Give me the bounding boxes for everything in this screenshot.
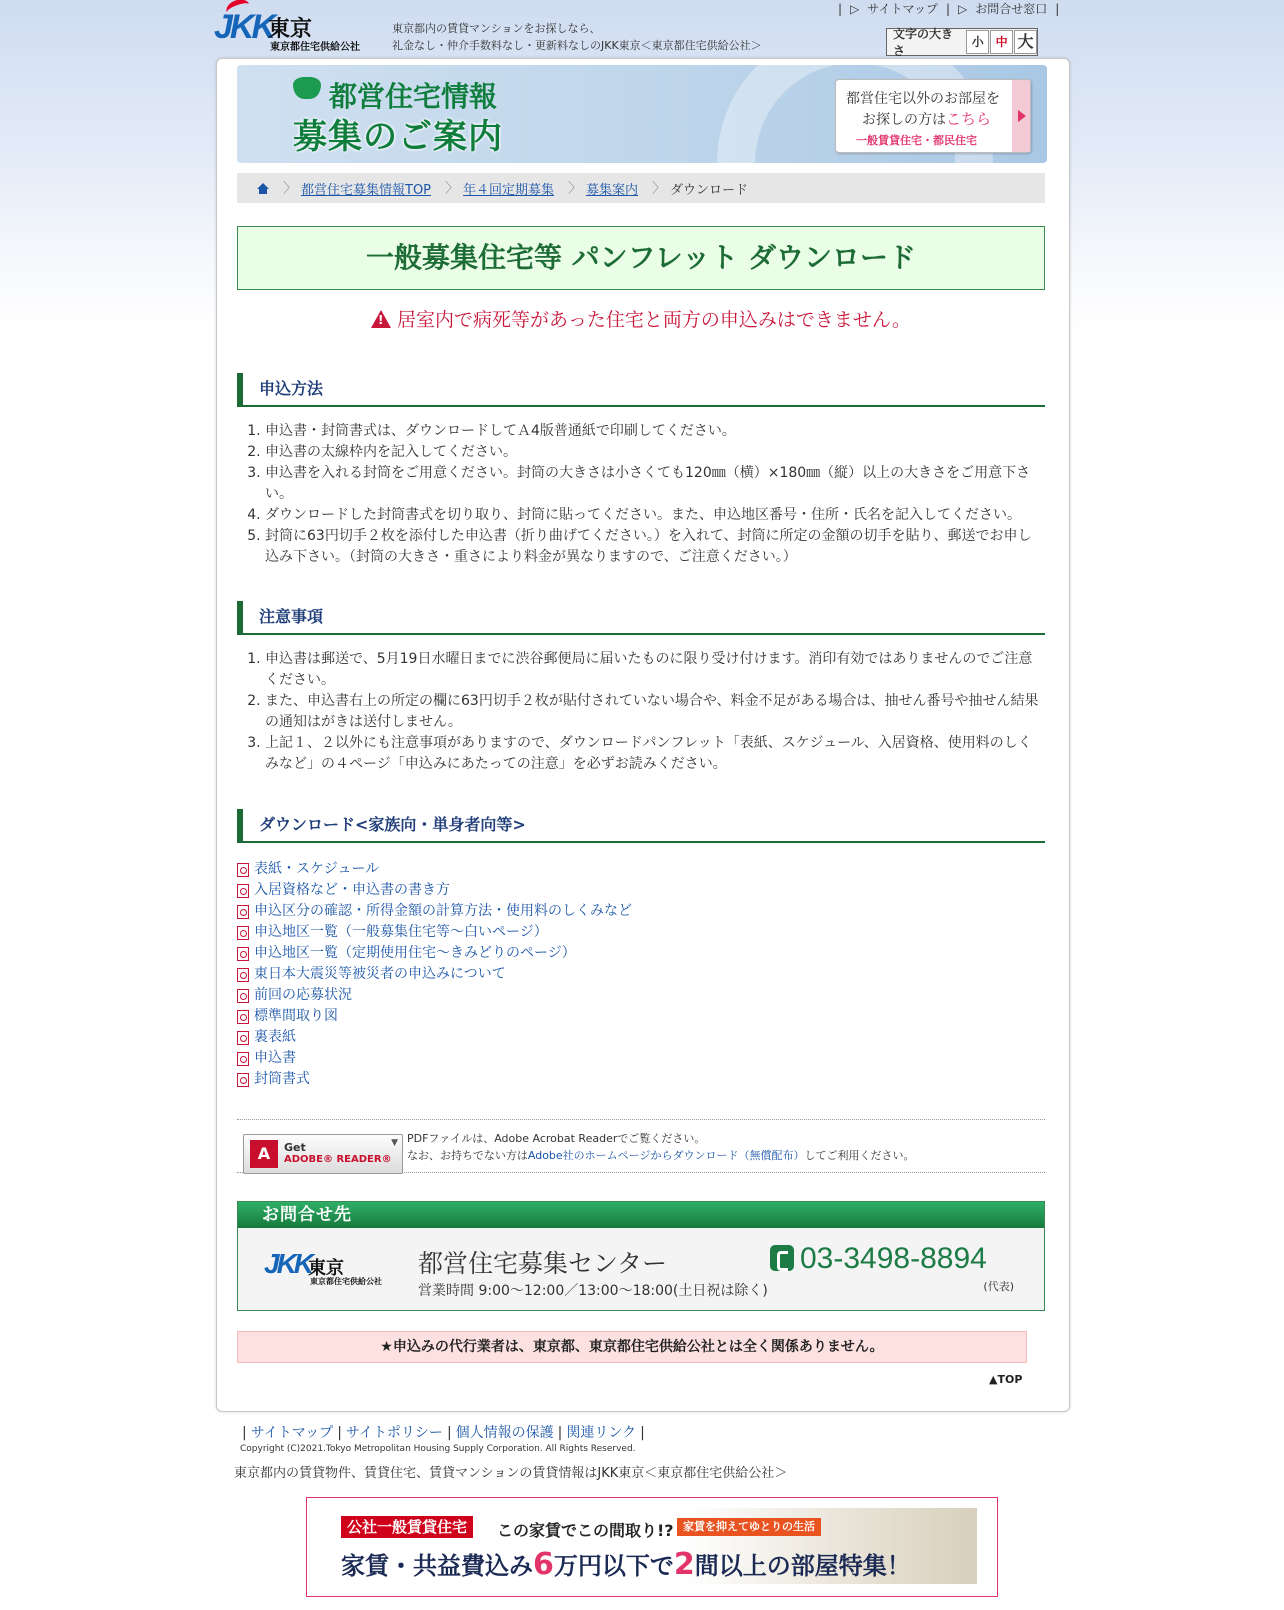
contact-box bbox=[237, 1201, 1045, 1311]
adobe-text: PDFファイルは、Adobe Acrobat Readerでご覧ください。 なお、お持ちでない方はAdobe社のホームページからダウンロード（無償配布）してご利用ください。 bbox=[407, 1132, 915, 1162]
download-link-envelope-form[interactable]: 封筒書式 bbox=[254, 1071, 310, 1087]
list-item: 1. 申込書は郵送で、5月19日水曜日までに渋谷郵便局に届いたものに限り受け付けます。消印有効ではありませんのでご注意ください。 bbox=[265, 649, 1045, 691]
breadcrumb-separator: 〉 bbox=[652, 181, 667, 197]
breadcrumb-separator: 〉 bbox=[568, 181, 583, 197]
breadcrumb-separator: 〉 bbox=[445, 181, 460, 197]
contact-phone: 03-3498-8894 bbox=[770, 1242, 987, 1276]
banner-title-1: 都営住宅情報 bbox=[329, 80, 498, 113]
pdf-icon bbox=[237, 947, 249, 961]
home-icon[interactable] bbox=[257, 183, 269, 194]
download-item bbox=[237, 964, 1045, 985]
logo-name: 東京 bbox=[268, 17, 313, 42]
download-item bbox=[237, 943, 1045, 964]
section-heading: ダウンロード<家族向・単身者向等> bbox=[237, 809, 1045, 843]
footer-nav: | サイトマップ | サイトポリシー | 個人情報の保護 | 関連リンク | bbox=[242, 1425, 645, 1441]
download-item bbox=[237, 1048, 1045, 1069]
download-item bbox=[237, 880, 1045, 901]
pdf-icon bbox=[237, 968, 249, 982]
pdf-icon bbox=[237, 1010, 249, 1024]
promo-question: この家賃でこの間取り!? bbox=[497, 1521, 674, 1540]
section-heading: 注意事項 bbox=[237, 601, 1045, 635]
breadcrumb-separator: 〉 bbox=[283, 181, 297, 197]
download-item bbox=[237, 985, 1045, 1006]
pdf-icon bbox=[237, 884, 249, 898]
footer-description: 東京都内の賃貸物件、賃貸住宅、賃貸マンションの賃貸情報はJKK東京＜東京都住宅供給公社＞ bbox=[234, 1466, 788, 1481]
section-application-method bbox=[237, 373, 1045, 568]
list-item: 4. ダウンロードした封筒書式を切り取り、封筒に貼ってください。また、申込地区番号・住所・氏名を記入してください。 bbox=[265, 505, 1045, 526]
application-steps-list bbox=[237, 421, 1045, 568]
notes-list bbox=[237, 649, 1045, 775]
font-size-label: 文字の大きさ bbox=[893, 27, 954, 58]
phone-icon bbox=[770, 1245, 794, 1271]
promo-tag: 公社一般賃貸住宅 bbox=[341, 1516, 473, 1538]
utility-nav: | ▷ サイトマップ | ▷ お問合せ窓口 | bbox=[838, 2, 1060, 16]
download-link-cover-schedule[interactable]: 表紙・スケジュール bbox=[254, 861, 380, 877]
agency-notice: ★申込みの代行業者は、東京都、東京都住宅供給公社とは全く関係ありません。 bbox=[237, 1331, 1027, 1363]
breadcrumb-item-guide[interactable]: 募集案内 bbox=[586, 182, 639, 198]
download-link-floor-plans[interactable]: 標準間取り図 bbox=[254, 1008, 338, 1024]
download-item bbox=[237, 859, 1045, 880]
promo-inner bbox=[327, 1508, 977, 1584]
other-housing-line-2: お探しの方はこちら bbox=[862, 110, 992, 128]
header-tagline bbox=[392, 20, 762, 54]
list-item: 1. 申込書・封筒書式は、ダウンロードしてＡ4版普通紙で印刷してください。 bbox=[265, 421, 1045, 442]
pdf-icon bbox=[237, 989, 249, 1003]
util-contact-link[interactable]: お問合せ窓口 bbox=[975, 2, 1048, 16]
ginkgo-leaf-icon bbox=[293, 77, 321, 99]
pdf-icon bbox=[237, 1073, 249, 1087]
promo-banner[interactable] bbox=[306, 1497, 998, 1597]
breadcrumb-item-quarterly[interactable]: 年４回定期募集 bbox=[463, 182, 555, 198]
warning-message bbox=[237, 305, 1045, 332]
back-to-top-link[interactable]: ▲TOP bbox=[989, 1373, 1023, 1386]
download-item bbox=[237, 1006, 1045, 1027]
download-link-income-calc[interactable]: 申込区分の確認・所得金額の計算方法・使用料のしくみなど bbox=[254, 903, 632, 919]
download-item bbox=[237, 1027, 1045, 1048]
download-arrow-icon: ▼ bbox=[391, 1138, 398, 1148]
logo-jk-text: JKK bbox=[214, 8, 274, 46]
triangle-right-icon: ▷ bbox=[958, 2, 968, 16]
font-size-switcher bbox=[886, 28, 1038, 56]
main-content bbox=[216, 58, 1070, 1412]
pdf-icon bbox=[237, 1031, 249, 1045]
download-item bbox=[237, 1069, 1045, 1090]
logo-subtitle: 東京都住宅供給公社 bbox=[270, 42, 360, 53]
contact-phone-note: (代表) bbox=[983, 1280, 1014, 1293]
triangle-right-icon: ▷ bbox=[850, 2, 860, 16]
promo-tag-2: 家賃を抑えてゆとりの生活 bbox=[677, 1518, 821, 1536]
footer-sitemap-link[interactable]: サイトマップ bbox=[250, 1425, 334, 1441]
download-link-area-list-general[interactable]: 申込地区一覧（一般募集住宅等～白いページ） bbox=[254, 924, 548, 940]
pdf-icon bbox=[237, 863, 249, 877]
download-list bbox=[237, 859, 1045, 1090]
contact-logo: JKK 東京 東京都住宅供給公社 bbox=[264, 1248, 382, 1286]
jkk-logo[interactable] bbox=[214, 2, 374, 53]
other-housing-line-3: 一般賃貸住宅・都民住宅 bbox=[856, 134, 977, 147]
download-link-eligibility[interactable]: 入居資格など・申込書の書き方 bbox=[254, 882, 450, 898]
font-size-large-button[interactable]: 大 bbox=[1014, 30, 1037, 54]
font-size-small-button[interactable]: 小 bbox=[966, 30, 989, 54]
pdf-icon bbox=[237, 905, 249, 919]
contact-heading: お問合せ先 bbox=[238, 1202, 1044, 1228]
other-housing-button[interactable] bbox=[835, 79, 1031, 153]
list-item: 2. また、申込書右上の所定の欄に63円切手２枚が貼付されていない場合や、料金不足がある場合は、抽せん番号や抽せん結果の通知はがきは送付しません。 bbox=[265, 691, 1045, 733]
download-link-application-form[interactable]: 申込書 bbox=[254, 1050, 296, 1066]
breadcrumb-current: ダウンロード bbox=[670, 182, 749, 198]
font-size-medium-button[interactable]: 中 bbox=[990, 30, 1013, 54]
warning-text: 居室内で病死等があった住宅と両方の申込みはできません。 bbox=[397, 309, 911, 331]
download-item bbox=[237, 901, 1045, 922]
section-heading: 申込方法 bbox=[237, 373, 1045, 407]
contact-center-name: 都営住宅募集センター bbox=[418, 1249, 668, 1278]
breadcrumb bbox=[237, 173, 1045, 203]
get-adobe-reader-button[interactable]: A Get ADOBE® READER® ▼ bbox=[243, 1134, 403, 1174]
download-link-disaster-victims[interactable]: 東日本大震災等被災者の申込みについて bbox=[254, 966, 506, 982]
download-link-previous-results[interactable]: 前回の応募状況 bbox=[254, 987, 352, 1003]
footer-privacy-link[interactable]: 個人情報の保護 bbox=[455, 1425, 554, 1441]
other-housing-line-1: 都営住宅以外のお部屋を bbox=[846, 91, 1000, 107]
adobe-reader-notice bbox=[237, 1119, 1045, 1173]
download-link-back-cover[interactable]: 裏表紙 bbox=[254, 1029, 296, 1045]
tagline-line-2: 礼金なし・仲介手数料なし・更新料なしのJKK東京＜東京都住宅供給公社＞ bbox=[392, 39, 762, 52]
pdf-icon bbox=[237, 1052, 249, 1066]
list-item: 2. 申込書の太線枠内を記入してください。 bbox=[265, 442, 1045, 463]
banner-title-2: 募集のご案内 bbox=[293, 117, 503, 157]
section-downloads bbox=[237, 809, 1045, 1090]
footer-policy-link[interactable]: サイトポリシー bbox=[345, 1425, 443, 1441]
tagline-line-1: 東京都内の賃貸マンションをお探しなら、 bbox=[392, 22, 601, 35]
download-item bbox=[237, 922, 1045, 943]
download-link-area-list-fixed[interactable]: 申込地区一覧（定期使用住宅～きみどりのページ） bbox=[254, 945, 576, 961]
site-header bbox=[0, 0, 1284, 60]
list-item: 3. 上記１、２以外にも注意事項がありますので、ダウンロードパンフレット「表紙、スケジュール、入居資格、使用料のしくみなど」の４ページ「申込みにあたっての注意」を必ずお読みください。 bbox=[265, 733, 1045, 775]
promo-headline: 家賃・共益費込み6万円以下で2間以上の部屋特集！ bbox=[341, 1547, 911, 1582]
arrow-right-icon bbox=[1012, 80, 1030, 152]
page-title: 一般募集住宅等 パンフレット ダウンロード bbox=[237, 226, 1045, 290]
pdf-icon bbox=[237, 926, 249, 940]
adobe-icon: A bbox=[250, 1140, 278, 1168]
copyright: Copyright (C)2021.Tokyo Metropolitan Housing Supply Corporation. All Rights Reserved. bbox=[240, 1444, 636, 1454]
page-banner bbox=[237, 65, 1047, 163]
util-sitemap-link[interactable]: サイトマップ bbox=[867, 2, 938, 16]
list-item: 5. 封筒に63円切手２枚を添付した申込書（折り曲げてください。）を入れて、封筒に所定の金額の切手を貼り、郵送でお申し込み下さい。（封筒の大きさ・重さにより料金が異なりますので、ご注意ください。） bbox=[265, 526, 1045, 568]
section-notes bbox=[237, 601, 1045, 775]
warning-icon bbox=[371, 310, 391, 328]
list-item: 3. 申込書を入れる封筒をご用意ください。封筒の大きさは小さくても120㎜（横）×180㎜（縦）以上の大きさをご用意下さい。 bbox=[265, 463, 1045, 505]
adobe-download-link[interactable]: Adobe社のホームページからダウンロード（無償配布） bbox=[527, 1149, 805, 1162]
contact-hours: 営業時間 9:00～12:00／13:00～18:00(土日祝は除く) bbox=[418, 1283, 768, 1299]
footer-links-link[interactable]: 関連リンク bbox=[566, 1425, 637, 1441]
breadcrumb-item-top[interactable]: 都営住宅募集情報TOP bbox=[301, 182, 432, 198]
